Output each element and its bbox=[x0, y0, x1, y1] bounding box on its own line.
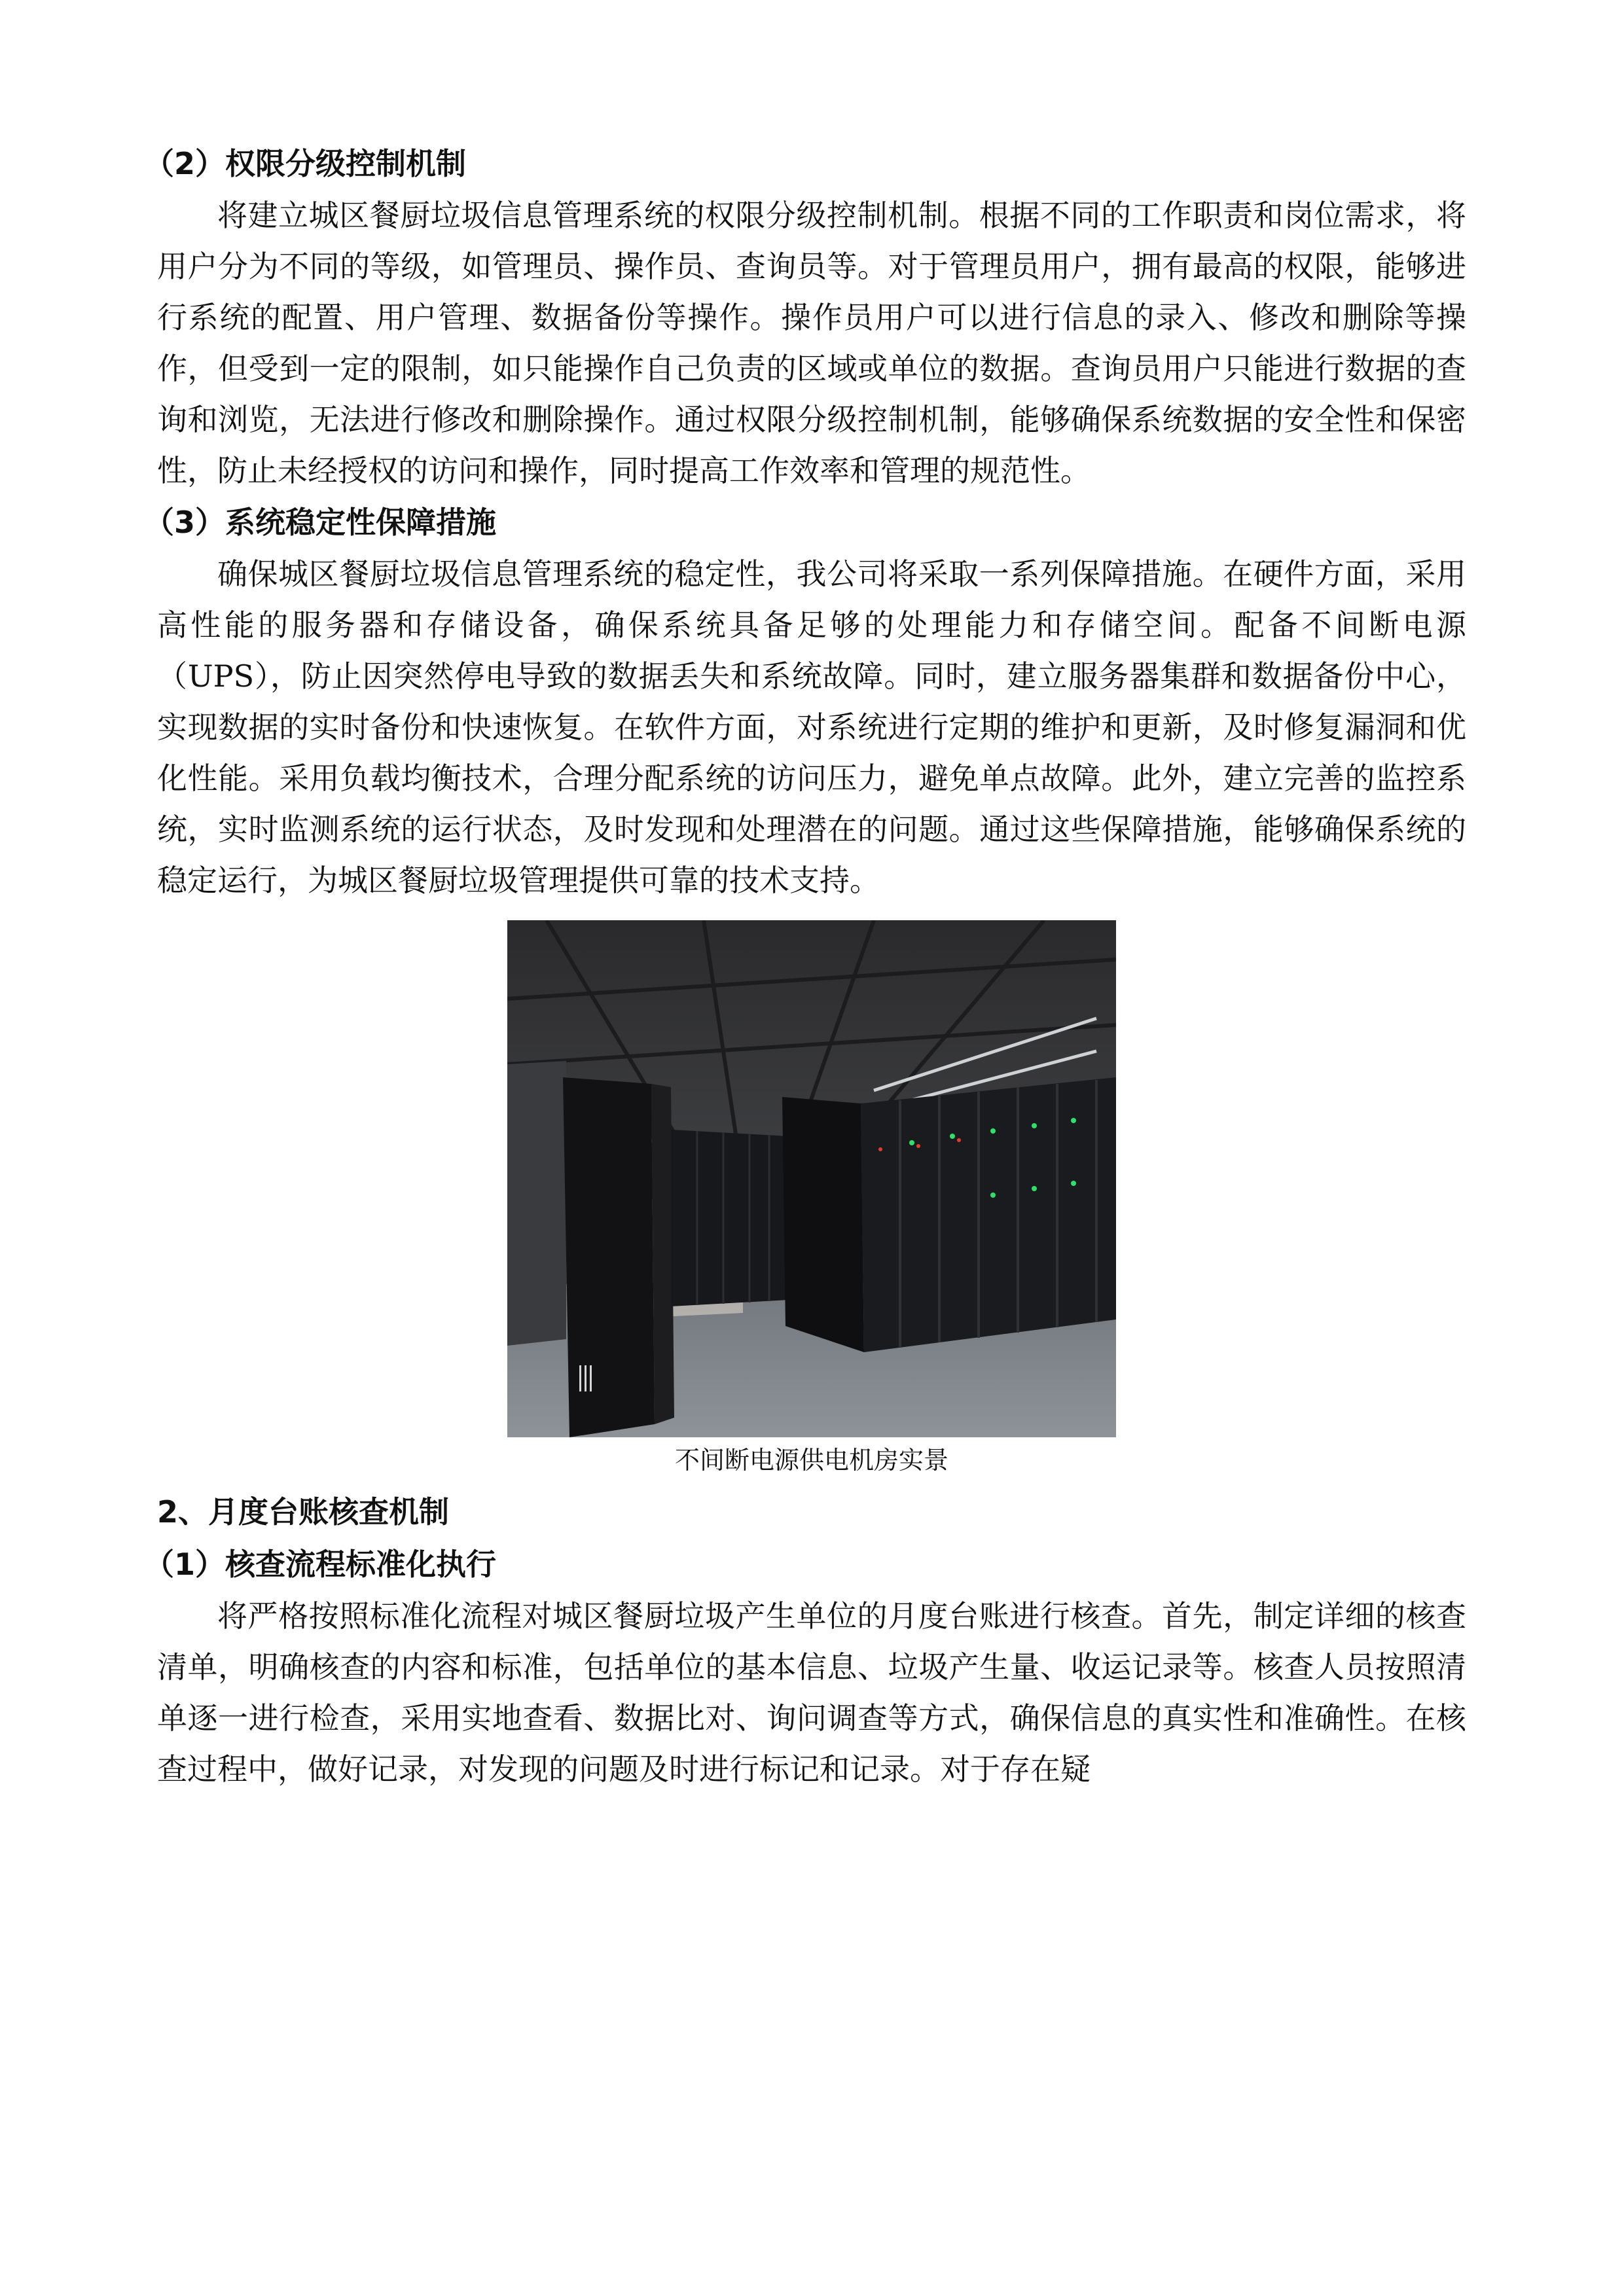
section-heading-monthly-ledger: 2、月度台账核查机制 bbox=[157, 1494, 450, 1530]
figure-caption: 不间断电源供电机房实景 bbox=[674, 1446, 948, 1475]
figure-ups-server-room bbox=[157, 920, 1466, 1480]
document-page bbox=[144, 137, 1466, 1795]
paragraph-stability-measures: 确保城区餐厨垃圾信息管理系统的稳定性，我公司将采取一系列保障措施。在硬件方面，采用高性能的服务器和存储设备，确保系统具备足够的处理能力和存储空间。配备不间断电源（UPS），防止因突然停电导致的数据丢失和系统故障。同时，建立服务器集群和数据备份中心，实现数据的实时备份和快速恢复。在软件方面，对系统进行定期的维护和更新，及时修复漏洞和优化性能。采用负载均衡技术，合理分配系统的访问压力，避免单点故障。此外，建立完善的监控系统，实时监测系统的运行状态，及时发现和处理潜在的问题。通过这些保障措施，能够确保系统的稳定运行，为城区餐厨垃圾管理提供可靠的技术支持。 bbox=[157, 556, 1466, 898]
section-heading-stability-measures: （3）系统稳定性保障措施 bbox=[144, 505, 497, 540]
paragraph-standardized-process: 将严格按照标准化流程对城区餐厨垃圾产生单位的月度台账进行核查。首先，制定详细的核查清单，明确核查的内容和标准，包括单位的基本信息、垃圾产生量、收运记录等。核查人员按照清单逐一进行检查，采用实地查看、数据比对、询问调查等方式，确保信息的真实性和准确性。在核查过程中，做好记录，对发现的问题及时进行标记和记录。对于存在疑 bbox=[157, 1598, 1466, 1787]
section-heading-permission-control: （2）权限分级控制机制 bbox=[144, 146, 467, 181]
section-heading-standardized-process: （1）核查流程标准化执行 bbox=[144, 1547, 497, 1582]
paragraph-permission-control: 将建立城区餐厨垃圾信息管理系统的权限分级控制机制。根据不同的工作职责和岗位需求，将用户分为不同的等级，如管理员、操作员、查询员等。对于管理员用户，拥有最高的权限，能够进行系统的配置、用户管理、数据备份等操作。操作员用户可以进行信息的录入、修改和删除等操作，但受到一定的限制，如只能操作自己负责的区域或单位的数据。查询员用户只能进行数据的查询和浏览，无法进行修改和删除操作。通过权限分级控制机制，能够确保系统数据的安全性和保密性，防止未经授权的访问和操作，同时提高工作效率和管理的规范性。 bbox=[157, 198, 1466, 488]
server-room-photo bbox=[507, 920, 1116, 1437]
